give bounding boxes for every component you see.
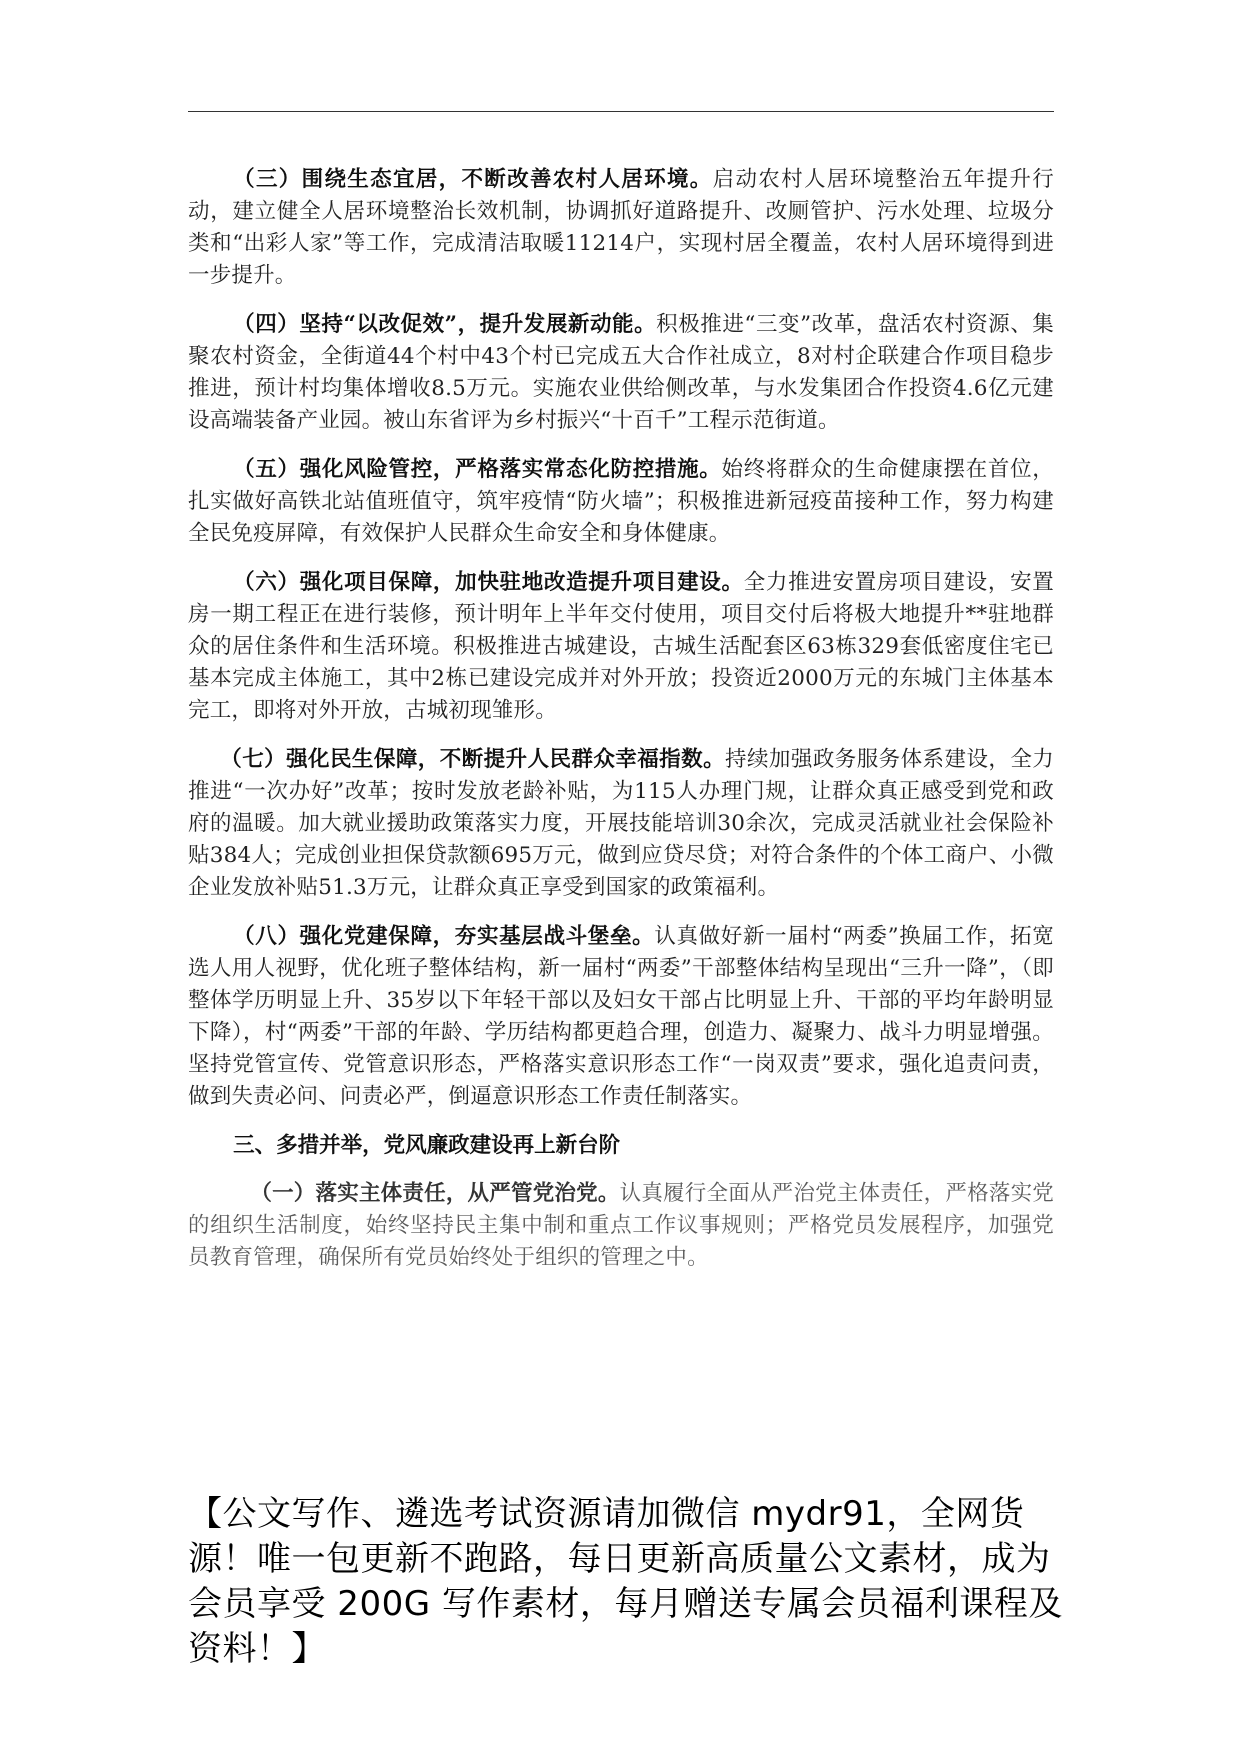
paragraph-lead: （八）强化党建保障，夯实基层战斗堡垒。 xyxy=(233,924,655,949)
paragraph-body: 认真履行全面从严治党主体责任，严格落实党的组织生活制度，始终坚持民主集中制和重点工作议事规则；严格党员发展程序，加强党员教育管理，确保所有党员始终处于组织的管理之中。 xyxy=(188,1181,1054,1270)
paragraph-rural-environment xyxy=(188,164,1054,292)
paragraph-lead: （六）强化项目保障，加快驻地改造提升项目建设。 xyxy=(233,570,744,595)
paragraph-risk-control xyxy=(188,454,1054,550)
header-rule xyxy=(188,111,1054,112)
paragraph-project-construction xyxy=(188,567,1054,727)
paragraph-lead: （四）坚持“以改促效”，提升发展新动能。 xyxy=(233,312,657,337)
paragraph-main-responsibility xyxy=(188,1178,1054,1274)
paragraph-lead: （五）强化风险管控，严格落实常态化防控措施。 xyxy=(233,457,722,482)
paragraph-body: 全力推进安置房项目建设，安置房一期工程正在进行装修，预计明年上半年交付使用，项目交付后将极大地提升**驻地群众的居住条件和生活环境。积极推进古城建设，古城生活配套区63栋329套低密度住宅已基本完成主体施工，其中2栋已建设完成并对外开放；投资近2000万元的东城门主体基本完工，即将对外开放，古城初现雏形。 xyxy=(188,570,1054,723)
paragraph-party-building xyxy=(188,921,1054,1113)
document-body xyxy=(188,164,1054,1291)
section-heading: 三、多措并举，党风廉政建设再上新台阶 xyxy=(233,1133,621,1158)
paragraph-body: 持续加强政务服务体系建设，全力推进“一次办好”改革；按时发放老龄补贴，为115人办理门规，让群众真正感受到党和政府的温暖。加大就业援助政策落实力度，开展技能培训30余次，完成灵活就业社会保险补贴384人；完成创业担保贷款额695万元，做到应贷尽贷；对符合条件的个体工商户、小微企业发放补贴51.3万元，让群众真正享受到国家的政策福利。 xyxy=(188,747,1054,900)
paragraph-lead: （七）强化民生保障，不断提升人民群众幸福指数。 xyxy=(220,747,726,772)
paragraph-lead: （一）落实主体责任，从严管党治党。 xyxy=(250,1181,620,1206)
paragraph-body: 始终将群众的生命健康摆在首位，扎实做好高铁北站值班值守，筑牢疫情“防火墙”；积极推进新冠疫苗接种工作，努力构建全民免疫屏障，有效保护人民群众生命安全和身体健康。 xyxy=(188,457,1054,546)
paragraph-livelihood xyxy=(188,744,1054,904)
paragraph-reform-momentum xyxy=(188,309,1054,437)
paragraph-lead: （三）围绕生态宜居，不断改善农村人居环境。 xyxy=(233,167,713,192)
paragraph-body: 启动农村人居环境整治五年提升行动，建立健全人居环境整治长效机制，协调抓好道路提升、改厕管护、污水处理、垃圾分类和“出彩人家”等工作，完成清洁取暖11214户，实现村居全覆盖，农村人居环境得到进一步提升。 xyxy=(188,167,1054,288)
paragraph-body: 认真做好新一届村“两委”换届工作，拓宽选人用人视野，优化班子整体结构，新一届村“两委”干部整体结构呈现出“三升一降”，（即整体学历明显上升、35岁以下年轻干部以及妇女干部占比明显上升、干部的平均年龄明显下降），村“两委”干部的年龄、学历结构都更趋合理，创造力、凝聚力、战斗力明显增强。坚持党管宣传、党管意识形态，严格落实意识形态工作“一岗双责”要求，强化追责问责，做到失责必问、问责必严，倒逼意识形态工作责任制落实。 xyxy=(188,924,1054,1109)
advertisement-text: 【公文写作、遴选考试资源请加微信 mydr91，全网货源！唯一包更新不跑路，每日更新高质量公文素材，成为会员享受 200G 写作素材，每月赠送专属会员福利课程及资料！】 xyxy=(188,1494,1063,1669)
paragraph-body: 积极推进“三变”改革，盘活农村资源、集聚农村资金，全街道44个村中43个村已完成五大合作社成立，8对村企联建合作项目稳步推进，预计村均集体增收8.5万元。实施农业供给侧改革，与水发集团合作投资4.6亿元建设高端装备产业园。被山东省评为乡村振兴“十百千”工程示范街道。 xyxy=(188,312,1054,433)
